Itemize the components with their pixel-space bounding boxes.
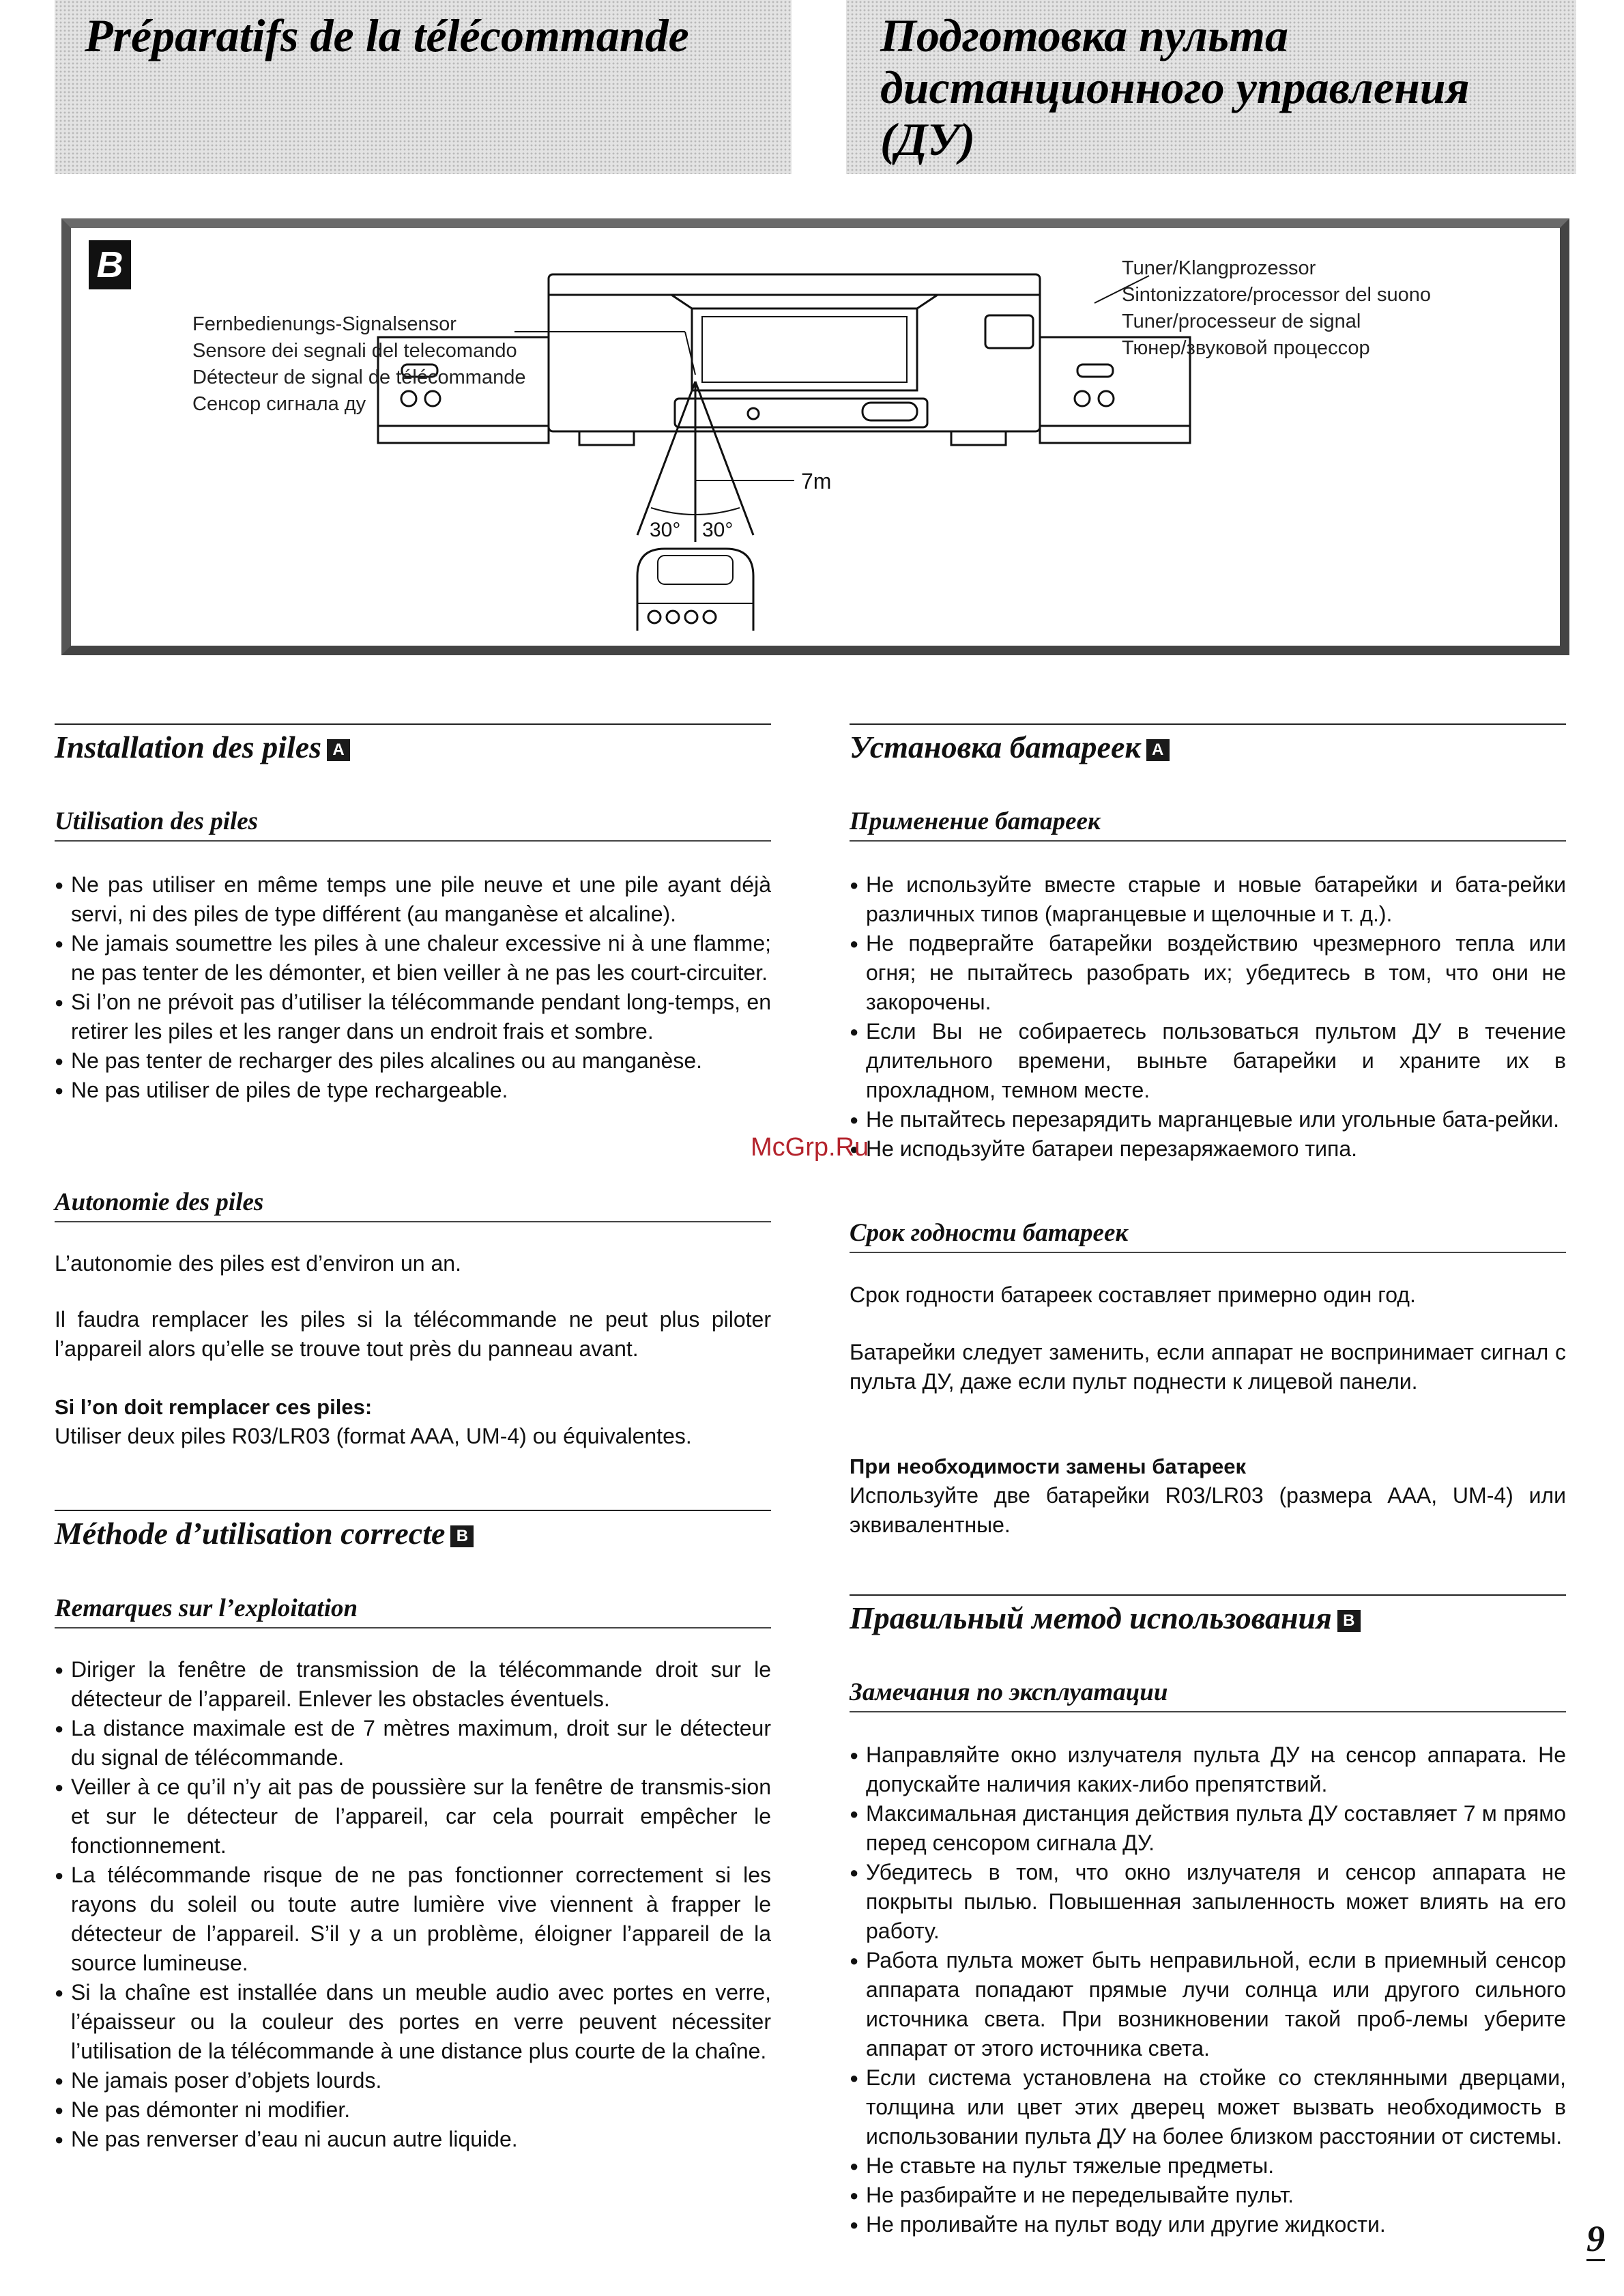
list-item: ● Diriger la fenêtre de transmission de la télécommande droit sur le détecteur de l’appareil. Enlever les obstacles éventuels.: [55, 1655, 771, 1714]
sensor-label-de: Fernbedienungs-Signalsensor: [192, 313, 456, 335]
list-item: ● Направляйте окно излучателя пульта ДУ на сенсор аппарата. Не допускайте наличия каких-либо препятствий.: [850, 1740, 1566, 1799]
list-item: ● Veiller à ce qu’il n’y ait pas de poussière sur la fenêtre de transmis-sion et sur le détecteur de l’appareil, car cela pourrait empêcher le fonctionnement.: [55, 1773, 771, 1861]
life-text-2: Батарейки следует заменить, если аппарат не воспринимает сигнал с пульта ДУ, даже если пульт поднести к лицевой панели.: [850, 1340, 1566, 1394]
section-title-method-ru: [850, 1594, 1566, 1636]
sensor-label-ru: Сенсор сигнала ду: [192, 393, 366, 415]
page-title-ru-line1: Подготовка пульта: [880, 10, 1289, 61]
list-item: ● Максимальная дистанция действия пульта ДУ составляет 7 м прямо перед сенсором сигнала ДУ.: [850, 1799, 1566, 1858]
tuner-label-fr: Tuner/processeur de signal: [1122, 311, 1361, 332]
subtitle-usage-fr: Utilisation des piles: [55, 807, 771, 842]
replace-text-fr: Utiliser deux piles R03/LR03 (format AAA, UM-4) ou équivalentes.: [55, 1424, 692, 1448]
list-item: ● Не проливайте на пульт воду или другие жидкости.: [850, 2210, 1566, 2239]
list-item: ● Ne pas renverser d’eau ni aucun autre liquide.: [55, 2125, 771, 2154]
remarks-list-ru: [850, 1740, 1566, 2239]
list-item: ● Не ставьте на пульт тяжелые предметы.: [850, 2151, 1566, 2181]
list-item: ● Не пытайтесь перезарядить марганцевые или угольные бата-рейки.: [850, 1105, 1566, 1134]
subtitle-usage-ru: Применение батареек: [850, 807, 1566, 842]
replace-heading-ru: При необходимости замены батареек: [850, 1454, 1247, 1478]
page-title-ru-line3: (ДУ): [880, 113, 976, 165]
section-title-text: Méthode d’utilisation correcte: [55, 1516, 446, 1551]
section-title-text: Правильный метод использования: [850, 1601, 1332, 1635]
remarks-list-fr: [55, 1655, 771, 2154]
list-item: ● Не исподьзуйте батареи перезаряжаемого типа.: [850, 1134, 1566, 1164]
list-item: ● Ne pas utiliser de piles de type rechargeable.: [55, 1076, 771, 1105]
tuner-label-ru: Тюнер/звуковой процессор: [1122, 337, 1370, 359]
figure-letter-badge: B: [89, 240, 131, 289]
list-item: ● Не используйте вместе старые и новые батарейки и бата-рейки различных типов (марганцевые и щелочные и т. д.).: [850, 870, 1566, 929]
replace-text-ru: Используйте две батарейки R03/LR03 (размера AAA, UM-4) или эквивалентные.: [850, 1483, 1566, 1537]
subtitle-autonomy-fr: Autonomie des piles: [55, 1188, 771, 1222]
section-title-text: Установка батареек: [850, 730, 1141, 764]
list-item: ● La distance maximale est de 7 mètres maximum, droit sur le détecteur du signal de télécommande.: [55, 1714, 771, 1773]
list-item: ● Ne pas utiliser en même temps une pile neuve et une pile ayant déjà servi, ni des piles de type différent (au manganèse et alcaline).: [55, 870, 771, 929]
figure-ref-badge: B: [1337, 1610, 1361, 1632]
angle-right-label: 30°: [702, 519, 734, 541]
sensor-label-it: Sensore dei segnali del telecomando: [192, 340, 517, 362]
usage-list-ru: [850, 870, 1566, 1164]
subtitle-remarks-ru: Замечания по эксплуатации: [850, 1678, 1566, 1712]
page-number: 9: [1586, 2218, 1605, 2261]
subtitle-remarks-fr: Remarques sur l’exploitation: [55, 1594, 771, 1628]
list-item: ● Убедитесь в том, что окно излучателя и сенсор аппарата не покрыты пылью. Повышенная запыленность может влиять на его работу.: [850, 1858, 1566, 1946]
section-title-text: Installation des piles: [55, 730, 322, 764]
list-item: ● Si la chaîne est installée dans un meuble audio avec portes en verre, l’épaisseur ou la couleur des portes en verre peuvent nécessiter l’utilisation de la télécommande à une distance plus courte de la chaîne.: [55, 1978, 771, 2066]
page-title-fr: Préparatifs de la télécommande: [85, 10, 689, 61]
figure-ref-badge: A: [1146, 739, 1170, 761]
replace-heading-fr: Si l’on doit remplacer ces piles:: [55, 1395, 373, 1419]
list-item: ● Работа пульта может быть неправильной, если в приемный сенсор аппарата попадают прямые лучи солнца или другого сильного источника света. При возникновении такой проб-лемы уберите аппарат от этого источника света.: [850, 1946, 1566, 2063]
french-column: [55, 0, 771, 2296]
list-item: ● Не подвергайте батарейки воздействию чрезмерного тепла или огня; не пытайтесь разобрать их; убедитесь в том, что они не закорочены.: [850, 929, 1566, 1017]
list-item: ● La télécommande risque de ne pas fonctionner correctement si les rayons du soleil ou toute autre lumière vive viennent à frapper le détecteur de l’appareil. S’il y a un problème, éloigner l’appareil de la source lumineuse.: [55, 1861, 771, 1978]
list-item: ● Ne jamais poser d’objets lourds.: [55, 2066, 771, 2095]
section-title-method-fr: [55, 1510, 771, 1551]
tuner-label-it: Sintonizzatore/processor del suono: [1122, 284, 1431, 306]
usage-list-fr: [55, 870, 771, 1105]
sensor-label-fr: Détecteur de signal de télécommande: [192, 367, 526, 388]
autonomy-text-2: Il faudra remplacer les piles si la télécommande ne peut plus piloter l’appareil alors qu’elle se trouve tout près du panneau avant.: [55, 1307, 771, 1361]
watermark[interactable]: McGrp.Ru: [751, 1133, 869, 1162]
life-text-1: Срок годности батареек составляет примерно один год.: [850, 1282, 1416, 1307]
list-item: ● Ne jamais soumettre les piles à une chaleur excessive ni à une flamme; ne pas tenter de les démonter, et bien veiller à ne pas les court-circuiter.: [55, 929, 771, 988]
russian-column: [850, 0, 1566, 2296]
figure-ref-badge: A: [327, 739, 350, 761]
section-title-installation-ru: [850, 723, 1566, 765]
list-item: ● Если система установлена на стойке со стеклянными дверцами, толщина или цвет этих дверец может вызвать необходимость в использовании пульта ДУ на более близком расстоянии от системы.: [850, 2063, 1566, 2151]
page-title-ru-line2: дистанционного управления: [880, 61, 1470, 113]
list-item: ● Ne pas tenter de recharger des piles alcalines ou au manganèse.: [55, 1046, 771, 1076]
subtitle-life-ru: Срок годности батареек: [850, 1218, 1566, 1253]
list-item: ● Если Вы не собираетесь пользоваться пультом ДУ в течение длительного времени, выньте батарейки и храните их в прохладном, темном месте.: [850, 1017, 1566, 1105]
distance-label: 7m: [801, 469, 832, 493]
list-item: ● Si l’on ne prévoit pas d’utiliser la télécommande pendant long-temps, en retirer les piles et les ranger dans un endroit frais et sombre.: [55, 988, 771, 1046]
section-title-installation-fr: [55, 723, 771, 765]
figure-ref-badge: B: [450, 1525, 474, 1547]
tuner-label-de: Tuner/Klangprozessor: [1122, 257, 1316, 279]
list-item: ● Ne pas démonter ni modifier.: [55, 2095, 771, 2125]
list-item: ● Не разбирайте и не переделывайте пульт.: [850, 2181, 1566, 2210]
angle-left-label: 30°: [650, 519, 681, 541]
autonomy-text-1: L’autonomie des piles est d’environ un an.: [55, 1251, 461, 1276]
